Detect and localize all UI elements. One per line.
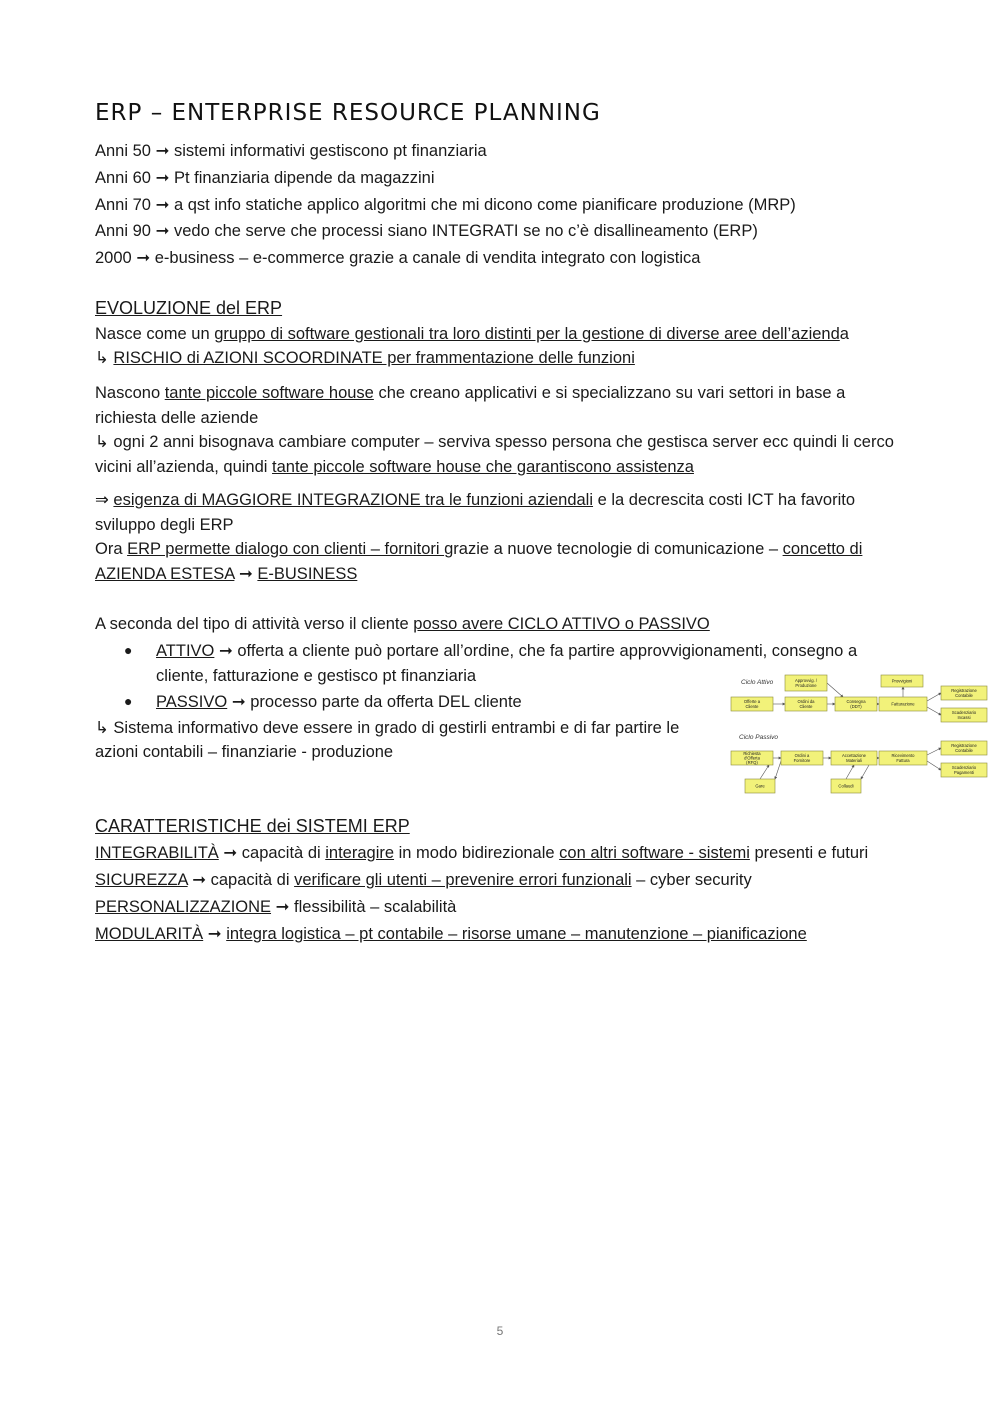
underlined-text: ERP permette dialogo con clienti – fornitori [127,540,445,558]
svg-text:Offerte a: Offerte a [743,699,761,705]
diagram-arrow [927,707,941,715]
timeline-text: sistemi informativi gestiscono pt finanziaria [173,142,487,160]
text: cliente, fatturazione e gestisco pt finanziaria [156,667,477,685]
timeline-year: Anni 60 [95,169,151,187]
diagram-box-passivo [745,779,775,793]
diagram-box-attivo [941,708,987,722]
arrow-icon: ➞ [155,196,170,214]
underlined-text: integra logistica – pt contabile – risorse umane – manutenzione – pianificazione [226,925,807,943]
svg-text:Contabile: Contabile [955,692,973,698]
text: ➞ offerta a cliente può portare all’ordine, che fa partire approvvigionamenti, consegno a [214,642,858,660]
svg-text:Provvigioni: Provvigioni [891,678,913,684]
underlined-text: SICUREZZA [95,871,188,889]
svg-text:Produzione: Produzione [795,682,817,688]
underlined-text: INTEGRABILITÀ [95,844,219,862]
text: A seconda del tipo di attività verso il cliente [95,615,414,633]
svg-text:Fornitore: Fornitore [793,757,811,763]
timeline-row [95,194,796,216]
return-arrow-icon: ↳ [95,349,114,367]
svg-text:(DDT): (DDT) [850,703,862,709]
page-title: ERP – ENTERPRISE RESOURCE PLANNING [95,100,601,126]
svg-text:Fatturazione: Fatturazione [891,701,915,707]
paragraph [95,381,885,430]
bullet-item-passivo [156,690,522,715]
timeline-year: 2000 [95,249,132,267]
text: ↳ ogni 2 anni bisognava cambiare computer – serviva spesso persona che gestisca server ecc quindi li cerco vicini all’azienda, quindi [95,433,894,476]
text: ➞ capacità di [218,844,326,862]
text: Ora [95,540,128,558]
arrow-icon: ➞ [203,925,227,943]
svg-text:Fattura: Fattura [896,757,910,763]
page-number: 5 [496,1324,504,1338]
svg-text:Cliente: Cliente [745,703,759,709]
paragraph [95,537,895,586]
diagram-arrow [827,683,843,697]
diagram-arrow [927,693,941,701]
svg-text:Ordini a: Ordini a [794,753,810,759]
diagram-box-attivo [879,697,927,711]
underlined-text: PASSIVO [156,693,228,711]
diagram-box-attivo [941,686,987,700]
svg-text:Registrazione: Registrazione [951,688,977,694]
diagram-box-attivo [835,697,877,711]
text: a [839,325,849,343]
arrow-icon: ➞ [155,169,170,187]
text: – cyber security [631,871,752,889]
diagram-box-passivo [781,751,823,765]
svg-text:Registrazione: Registrazione [951,743,977,749]
diagram-box-attivo [785,675,827,691]
arrow-icon: ➞ [136,249,151,267]
diagram-label-attivo: Ciclo Attivo [741,679,774,686]
timeline-text: Pt finanziaria dipende da magazzini [173,169,435,187]
feature-row-sicurezza [95,869,752,891]
paragraph [95,322,915,347]
text: Nasce come un [95,325,215,343]
underlined-text: RISCHIO di AZIONI SCOORDINATE per frammentazione delle funzioni [113,349,635,367]
diagram-box-passivo [879,751,927,765]
svg-text:Consegna: Consegna [846,699,866,705]
svg-text:Accettazione: Accettazione [842,753,866,759]
underlined-text: verificare gli utenti – prevenire errori funzionali [294,871,632,889]
svg-text:Cliente: Cliente [799,703,813,709]
diagram-box-passivo [831,751,877,765]
bullet-item-attivo [156,639,857,664]
timeline-text: e-business – e-commerce grazie a canale di vendita integrato con logistica [154,249,701,267]
timeline-row [95,167,434,189]
text: in modo bidirezionale [394,844,560,862]
underlined-text: interagire [325,844,395,862]
underlined-text: tante piccole software house che garantiscono assistenza [272,457,694,476]
bullet-icon: ● [124,693,133,709]
diagram-box-passivo [941,763,987,777]
svg-text:Collaudi: Collaudi [838,783,854,789]
feature-row-personalizzazione [95,896,456,918]
timeline-year: Anni 70 [95,196,151,214]
diagram-box-passivo [941,741,987,755]
timeline-row [95,247,700,269]
svg-text:Ordini da: Ordini da [797,699,815,705]
diagram-box-attivo [731,697,773,711]
diagram-arrow [927,748,941,755]
paragraph: ↳ Sistema informativo deve essere in grado di gestirli entrambi e di far partire le [95,719,680,737]
paragraph [95,430,910,479]
diagram-box-attivo [881,675,923,687]
text: ➞ processo parte da offerta DEL cliente [227,693,522,711]
underlined-text: MODULARITÀ [95,925,204,943]
diagram-label-passivo: Ciclo Passivo [739,734,779,741]
text: e la decrescita costi ICT ha favorito sviluppo degli ERP [95,491,856,534]
arrow-icon: ➞ [155,222,170,240]
arrow-icon: ➞ [234,564,258,583]
paragraph [95,488,875,537]
underlined-text: con altri software - sistemi [559,844,750,862]
diagram-arrow [760,765,769,779]
paragraph [95,612,915,637]
bullet-item-continuation [156,664,476,689]
svg-text:Ricevimento: Ricevimento [891,753,915,759]
timeline-row [95,140,487,162]
svg-text:(RFQ): (RFQ) [746,760,758,766]
text: presenti e futuri [749,844,869,862]
diagram-arrow [861,765,869,779]
diagram-box-attivo [785,697,827,711]
feature-row-modularita [95,923,807,945]
text: che creano applicativi e si specializzano su vari settori in base a richiesta delle aziende [95,384,846,427]
text: ➞ flessibilità – scalabilità [271,898,457,916]
svg-text:Approvvig. /: Approvvig. / [794,678,818,684]
svg-text:Richiesta: Richiesta [743,750,761,756]
underlined-text: tante piccole software house [164,384,374,402]
ciclo-attivo-passivo-diagram [729,671,989,801]
diagram-arrow [775,761,781,779]
svg-text:Incassi: Incassi [957,714,971,720]
paragraph: azioni contabili – finanziarie - produzione [95,743,394,761]
timeline-year: Anni 90 [95,222,151,240]
svg-text:Scadenziario: Scadenziario [951,765,977,771]
timeline-row [95,220,758,242]
bullet-icon: ● [124,642,133,658]
timeline-year: Anni 50 [95,142,151,160]
diagram-box-passivo [831,779,861,793]
section-heading-evoluzione: EVOLUZIONE del ERP [95,298,283,318]
svg-text:Scadenziario: Scadenziario [951,710,977,716]
text: grazie a nuove tecnologie di comunicazione – [444,540,783,558]
text: ➞ capacità di [187,871,295,889]
diagram-box-passivo [731,751,773,765]
diagram-arrow [927,761,941,770]
underlined-text: concetto di AZIENDA ESTESA [95,540,863,583]
underlined-text: esigenza di MAGGIORE INTEGRAZIONE tra le funzioni aziendali [113,491,594,509]
timeline-text: a qst info statiche applico algoritmi che mi dicono come pianificare produzione (MRP) [173,196,796,214]
implies-icon: ⇒ [95,491,114,509]
section-heading-caratteristiche: CARATTERISTICHE dei SISTEMI ERP [95,816,410,836]
timeline-text: vedo che serve che processi siano INTEGRATI se no c’è disallineamento (ERP) [173,222,758,240]
underlined-text: gruppo di software gestionali tra loro distinti per la gestione di diverse aree dell’aziend [214,325,840,343]
underlined-text: PERSONALIZZAZIONE [95,898,272,916]
text: Nascono [95,384,165,402]
paragraph [95,346,915,371]
svg-text:Pagamenti: Pagamenti [953,769,975,775]
feature-row-integrabilita [95,842,868,864]
diagram-arrow [846,765,854,779]
underlined-text: posso avere CICLO ATTIVO o PASSIVO [413,615,710,633]
arrow-icon: ➞ [155,142,170,160]
underlined-text: E-BUSINESS [257,564,358,583]
svg-text:Gare: Gare [755,783,765,789]
svg-text:Materiali: Materiali [846,757,862,763]
svg-text:d'Offerta: d'Offerta [744,755,760,761]
underlined-text: ATTIVO [156,642,215,660]
svg-text:Contabile: Contabile [955,747,973,753]
